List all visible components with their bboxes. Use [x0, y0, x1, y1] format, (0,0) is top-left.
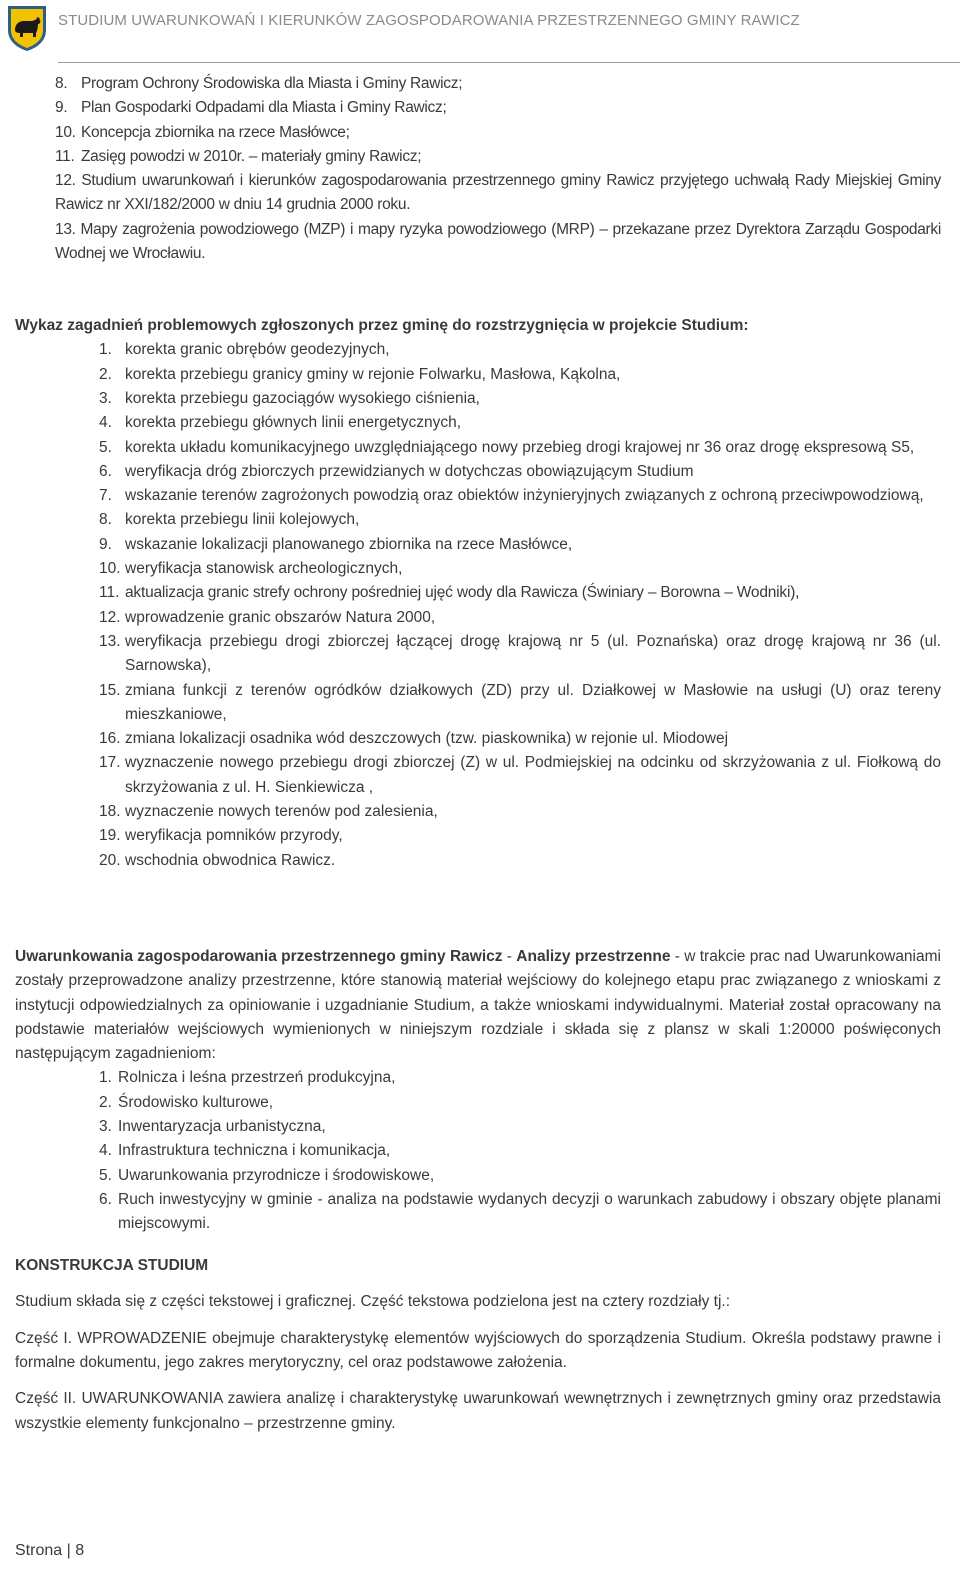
list-item: 2. Środowisko kulturowe,	[99, 1093, 274, 1111]
page-content	[15, 70, 941, 1436]
list-item: 8. Program Ochrony Środowiska dla Miasta i Gminy Rawicz;	[55, 75, 463, 92]
list-item: 15. zmiana funkcji z terenów ogródków działkowych (ZD) przy ul. Działkowej w Masłowie na usługi (U) oraz tereny mieszkaniowe,	[99, 681, 941, 723]
construction-intro: Studium składa się z części tekstowej i graficznej. Część tekstowa podzielona jest na cztery rozdziały tj.:	[15, 1293, 731, 1311]
list-item: 5. Uwarunkowania przyrodnicze i środowiskowe,	[99, 1166, 435, 1184]
list-item: 6. weryfikacja dróg zbiorczych przewidzianych w dotychczas obowiązującym Studium	[99, 462, 694, 480]
header-divider	[58, 62, 960, 63]
list-item: 7. wskazanie terenów zagrożonych powodzią oraz obiektów inżynieryjnych związanych z ochroną przeciwpowodziową,	[99, 487, 924, 505]
list-item: 2. korekta przebiegu granicy gminy w rejonie Folwarku, Masłowa, Kąkolna,	[99, 365, 621, 383]
list-item: 13. weryfikacja przebiegu drogi zbiorczej łączącej drogę krajową nr 5 (ul. Poznańska) oraz drogę krajową nr 36 (ul. Sarnowska),	[99, 632, 941, 675]
reference-list	[15, 72, 941, 266]
list-item: 17. wyznaczenie nowego przebiegu drogi zbiorczej (Z) w ul. Podmiejskiej na odcinku od skrzyżowania z ul. Fiołkową do skrzyżowania z ul. H. Sienkiewicza ,	[99, 754, 941, 796]
list-item: 20. wschodnia obwodnica Rawicz.	[99, 851, 336, 869]
list-item: 3. Inwentaryzacja urbanistyczna,	[99, 1117, 326, 1135]
list-item: 12. wprowadzenie granic obszarów Natura 2000,	[99, 608, 436, 626]
list-item: 1. korekta granic obrębów geodezyjnych,	[99, 341, 390, 359]
list-item: 11. Zasięg powodzi w 2010r. – materiały gminy Rawicz;	[55, 147, 422, 165]
analysis-paragraph: Uwarunkowania zagospodarowania przestrzennego gminy Rawicz - Analizy przestrzenne - w trakcie prac nad Uwarunkowaniami zostały przeprowadzone analizy przestrzenne, które stanowią materiał wejściowy do kolejnego etapu prac związanego z wnioskami z instytucji odpowiedzialnych za opiniowanie i uzgadnianie Studium, a także wnioskami indywidualnymi. Materiał został opracowany na podstawie materiałów wejściowych wymienionych w niniejszym rozdziale i składa się z plansz w skali 1:20000 poświęconych następującym zagadnieniom:	[15, 947, 941, 1063]
bear-coat-of-arms-icon	[6, 4, 48, 52]
list-item: 18. wyznaczenie nowych terenów pod zalesienia,	[99, 803, 438, 821]
construction-heading: KONSTRUKCJA STUDIUM	[15, 1257, 209, 1275]
list-item: 4. Infrastruktura techniczna i komunikacja,	[99, 1142, 391, 1160]
list-item: 6. Ruch inwestycyjny w gminie - analiza na podstawie wydanych decyzji o warunkach zabudowy i obszary objęte planami miejscowymi.	[99, 1190, 941, 1233]
list-item: 10. weryfikacja stanowisk archeologicznych,	[99, 560, 403, 578]
page-header	[0, 0, 960, 62]
list-item: 19. weryfikacja pomników przyrody,	[99, 827, 343, 845]
list-item: 16. zmiana lokalizacji osadnika wód deszczowych (tzw. piaskownika) w rejonie ul. Miodowej	[99, 730, 729, 748]
list-item: 12. Studium uwarunkowań i kierunków zagospodarowania przestrzennego gminy Rawicz przyjętego uchwałą Rady Miejskiej Gminy Rawicz nr XXI/182/2000 w dniu 14 grudnia 2000 roku.	[55, 172, 941, 214]
construction-part-2: Część II. UWARUNKOWANIA zawiera analizę i charakterystykę uwarunkowań wewnętrznych i zewnętrznych gminy oraz przedstawia wszystkie elementy funkcjonalno – przestrzenne gminy.	[15, 1390, 941, 1432]
header-title: STUDIUM UWARUNKOWAŃ I KIERUNKÓW ZAGOSPODAROWANIA PRZESTRZENNEGO GMINY RAWICZ	[58, 12, 800, 29]
construction-part-1: Część I. WPROWADZENIE obejmuje charakterystykę elementów wyjściowych do sporządzenia Studium. Określa podstawy prawne i formalne dokumentu, jego zakres merytoryczny, cel oraz podstawowe założenia.	[15, 1329, 941, 1372]
list-item: 11. aktualizacja granic strefy ochrony pośredniej ujęć wody dla Rawicza (Świniary – Borowna – Wodniki),	[99, 584, 800, 602]
list-item: 10. Koncepcja zbiornika na rzece Masłówce;	[55, 123, 350, 141]
page-number: Strona | 8	[15, 1542, 85, 1559]
problems-list	[15, 338, 941, 873]
list-item: 4. korekta przebiegu głównych linii energetycznych,	[99, 414, 462, 432]
list-item: 3. korekta przebiegu gazociągów wysokiego ciśnienia,	[99, 389, 480, 407]
list-item: 9. Plan Gospodarki Odpadami dla Miasta i Gminy Rawicz;	[55, 99, 447, 117]
problems-heading: Wykaz zagadnień problemowych zgłoszonych przez gminę do rozstrzygnięcia w projekcie Studium:	[15, 317, 749, 335]
list-item: 8. korekta przebiegu linii kolejowych,	[99, 511, 360, 529]
list-item: 5. korekta układu komunikacyjnego uwzględniającego nowy przebieg drogi krajowej nr 36 oraz drogę ekspresową S5,	[99, 438, 915, 456]
list-item: 9. wskazanie lokalizacji planowanego zbiornika na rzece Masłówce,	[99, 535, 573, 553]
analysis-topics-list	[15, 1066, 941, 1236]
list-item: 13. Mapy zagrożenia powodziowego (MZP) i mapy ryzyka powodziowego (MRP) – przekazane przez Dyrektora Zarządu Gospodarki Wodnej we Wrocławiu.	[55, 220, 941, 263]
list-item: 1. Rolnicza i leśna przestrzeń produkcyjna,	[99, 1069, 396, 1087]
